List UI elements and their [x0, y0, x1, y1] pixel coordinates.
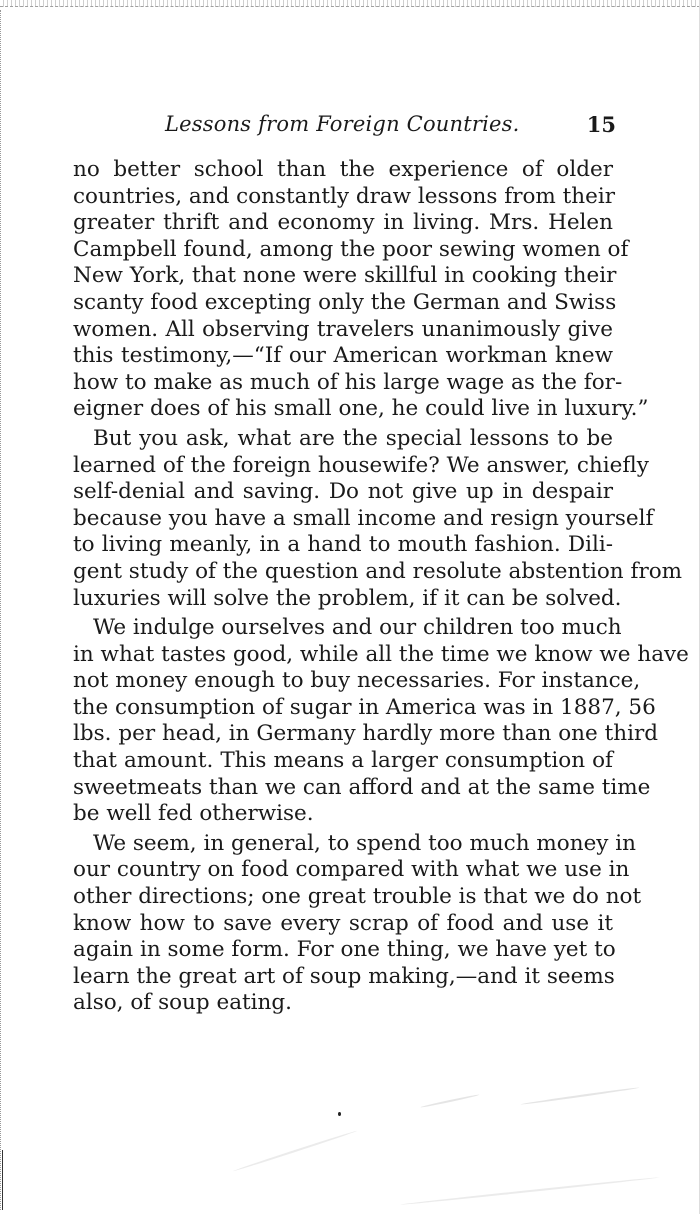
paragraph-4 [73, 830, 642, 1017]
text-line: because you have a small income and resign yourself [73, 505, 654, 531]
page-header [60, 112, 616, 142]
paragraph-1 [73, 157, 649, 423]
text-line: women. All observing travelers unanimously give [73, 316, 613, 342]
page-number: 15 [586, 112, 616, 137]
text-line: the consumption of sugar in America was in 1887, 56 [73, 694, 656, 720]
text-line: also, of soup eating. [73, 990, 292, 1016]
body-text [73, 157, 689, 1020]
page-left-edge [0, 10, 3, 1210]
page-top-edge [0, 0, 700, 7]
text-line: greater thrift and economy in living. Mrs. Helen [73, 210, 613, 236]
running-title: Lessons from Foreign Countries. [165, 112, 520, 136]
text-line: We seem, in general, to spend too much money in [93, 830, 637, 856]
text-line: how to make as much of his large wage as the for- [73, 369, 623, 395]
text-line: lbs. per head, in Germany hardly more than one third [73, 721, 658, 747]
text-line: sweetmeats than we can afford and at the same time [73, 774, 651, 800]
text-line: learned of the foreign housewife? We answer, chiefly [73, 452, 649, 478]
text-line: But you ask, what are the special lessons to be [93, 425, 613, 451]
text-line: no better school than the experience of older [73, 157, 613, 182]
text-line: that amount. This means a larger consumption of [73, 748, 613, 774]
text-line: eigner does of his small one, he could live in luxury.” [73, 396, 649, 422]
text-line: scanty food excepting only the German and Swiss [73, 289, 617, 315]
text-line: luxuries will solve the problem, if it can be solved. [73, 585, 622, 611]
text-line: We indulge ourselves and our children too much [93, 615, 622, 641]
text-line: this testimony,—“If our American workman knew [73, 343, 613, 369]
text-line: New York, that none were skillful in cooking their [73, 263, 617, 289]
text-line: in what tastes good, while all the time we know we have [73, 641, 689, 667]
text-line: countries, and constantly draw lessons from their [73, 183, 616, 209]
paragraph-2 [73, 425, 683, 612]
text-line: not money enough to buy necessaries. For instance, [73, 668, 641, 694]
text-line: again in some form. For one thing, we have yet to [73, 937, 616, 963]
binding-mark [2, 1150, 7, 1210]
text-line: Campbell found, among the poor sewing women of [73, 236, 629, 262]
text-line: gent study of the question and resolute abstention from [73, 558, 683, 584]
text-line: self-denial and saving. Do not give up in despair [73, 479, 613, 505]
text-line: be well fed otherwise. [73, 801, 314, 827]
text-line: our country on food compared with what we use in [73, 857, 630, 883]
text-line: to living meanly, in a hand to mouth fashion. Dili- [73, 532, 613, 558]
text-line: learn the great art of soup making,—and it seems [73, 963, 615, 989]
paragraph-3 [73, 615, 689, 828]
text-line: know how to save every scrap of food and use it [73, 910, 613, 936]
text-line: other directions; one great trouble is that we do not [73, 884, 642, 910]
